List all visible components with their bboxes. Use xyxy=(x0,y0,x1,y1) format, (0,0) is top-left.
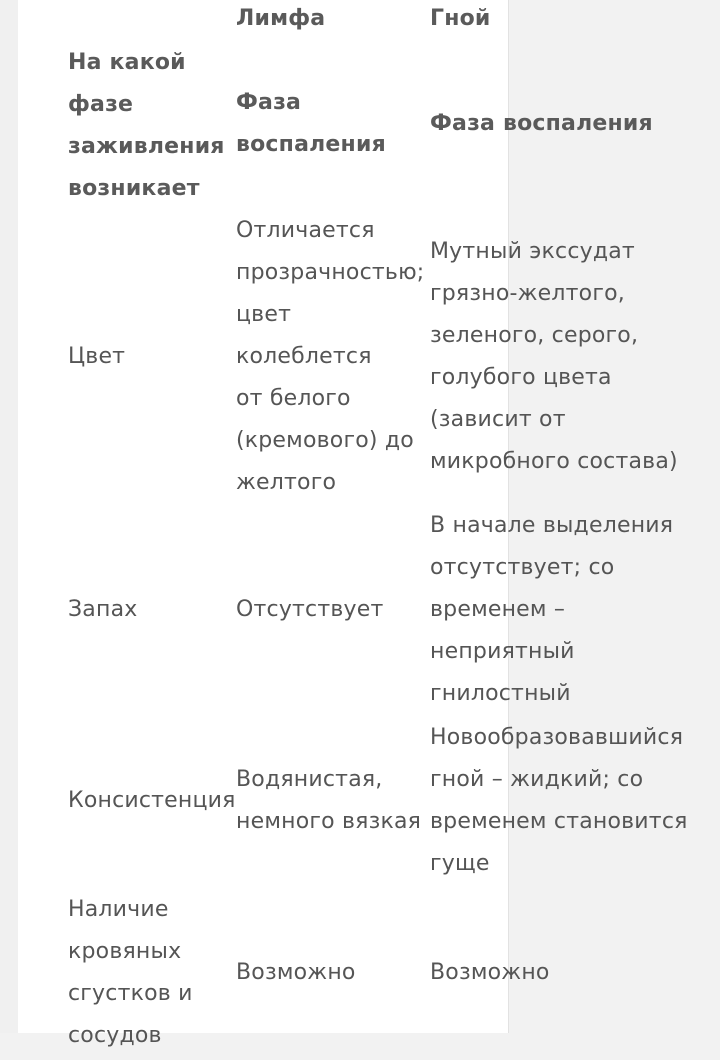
table-row xyxy=(62,210,702,504)
row-label: Запах xyxy=(68,597,138,622)
row-label: Цвет xyxy=(68,344,126,369)
cell-pus: Фаза воспаления xyxy=(430,111,653,136)
cell-pus: Возможно xyxy=(430,960,550,985)
table-row xyxy=(62,38,702,210)
cell-lymph: Фаза воспаления xyxy=(236,90,386,157)
cell-lymph: Возможно xyxy=(236,960,356,985)
cell-pus: В начале выделения отсутствует; со временем – неприятный гнилостный xyxy=(430,513,674,706)
cell-lymph: Отсутствует xyxy=(236,597,384,622)
row-label: На какой фазе заживления возникает xyxy=(68,50,225,201)
page-gutter xyxy=(0,0,18,1033)
comparison-table xyxy=(62,0,702,1060)
table-row xyxy=(62,716,702,886)
row-label: Наличие кровяных сгустков и сосудов xyxy=(68,897,193,1048)
cell-pus: Новообразовавшийся гной – жидкий; со временем становится гуще xyxy=(430,725,688,876)
cell-lymph: Отличается прозрачностью; цвет колеблется от белого (кремового) до желтого xyxy=(236,218,425,495)
table-row xyxy=(62,504,702,716)
row-label: Консистенция xyxy=(68,788,236,813)
header-cell-pus: Гной xyxy=(430,6,491,31)
table-row xyxy=(62,886,702,1060)
cell-pus: Мутный экссудат грязно-желтого, зеленого, серого, голубого цвета (зависит от микробного состава) xyxy=(430,239,678,474)
header-cell-lymph: Лимфа xyxy=(236,6,326,31)
header-cell-empty xyxy=(62,0,230,38)
cell-lymph: Водянистая, немного вязкая xyxy=(236,767,422,834)
table-header-row xyxy=(62,0,702,38)
